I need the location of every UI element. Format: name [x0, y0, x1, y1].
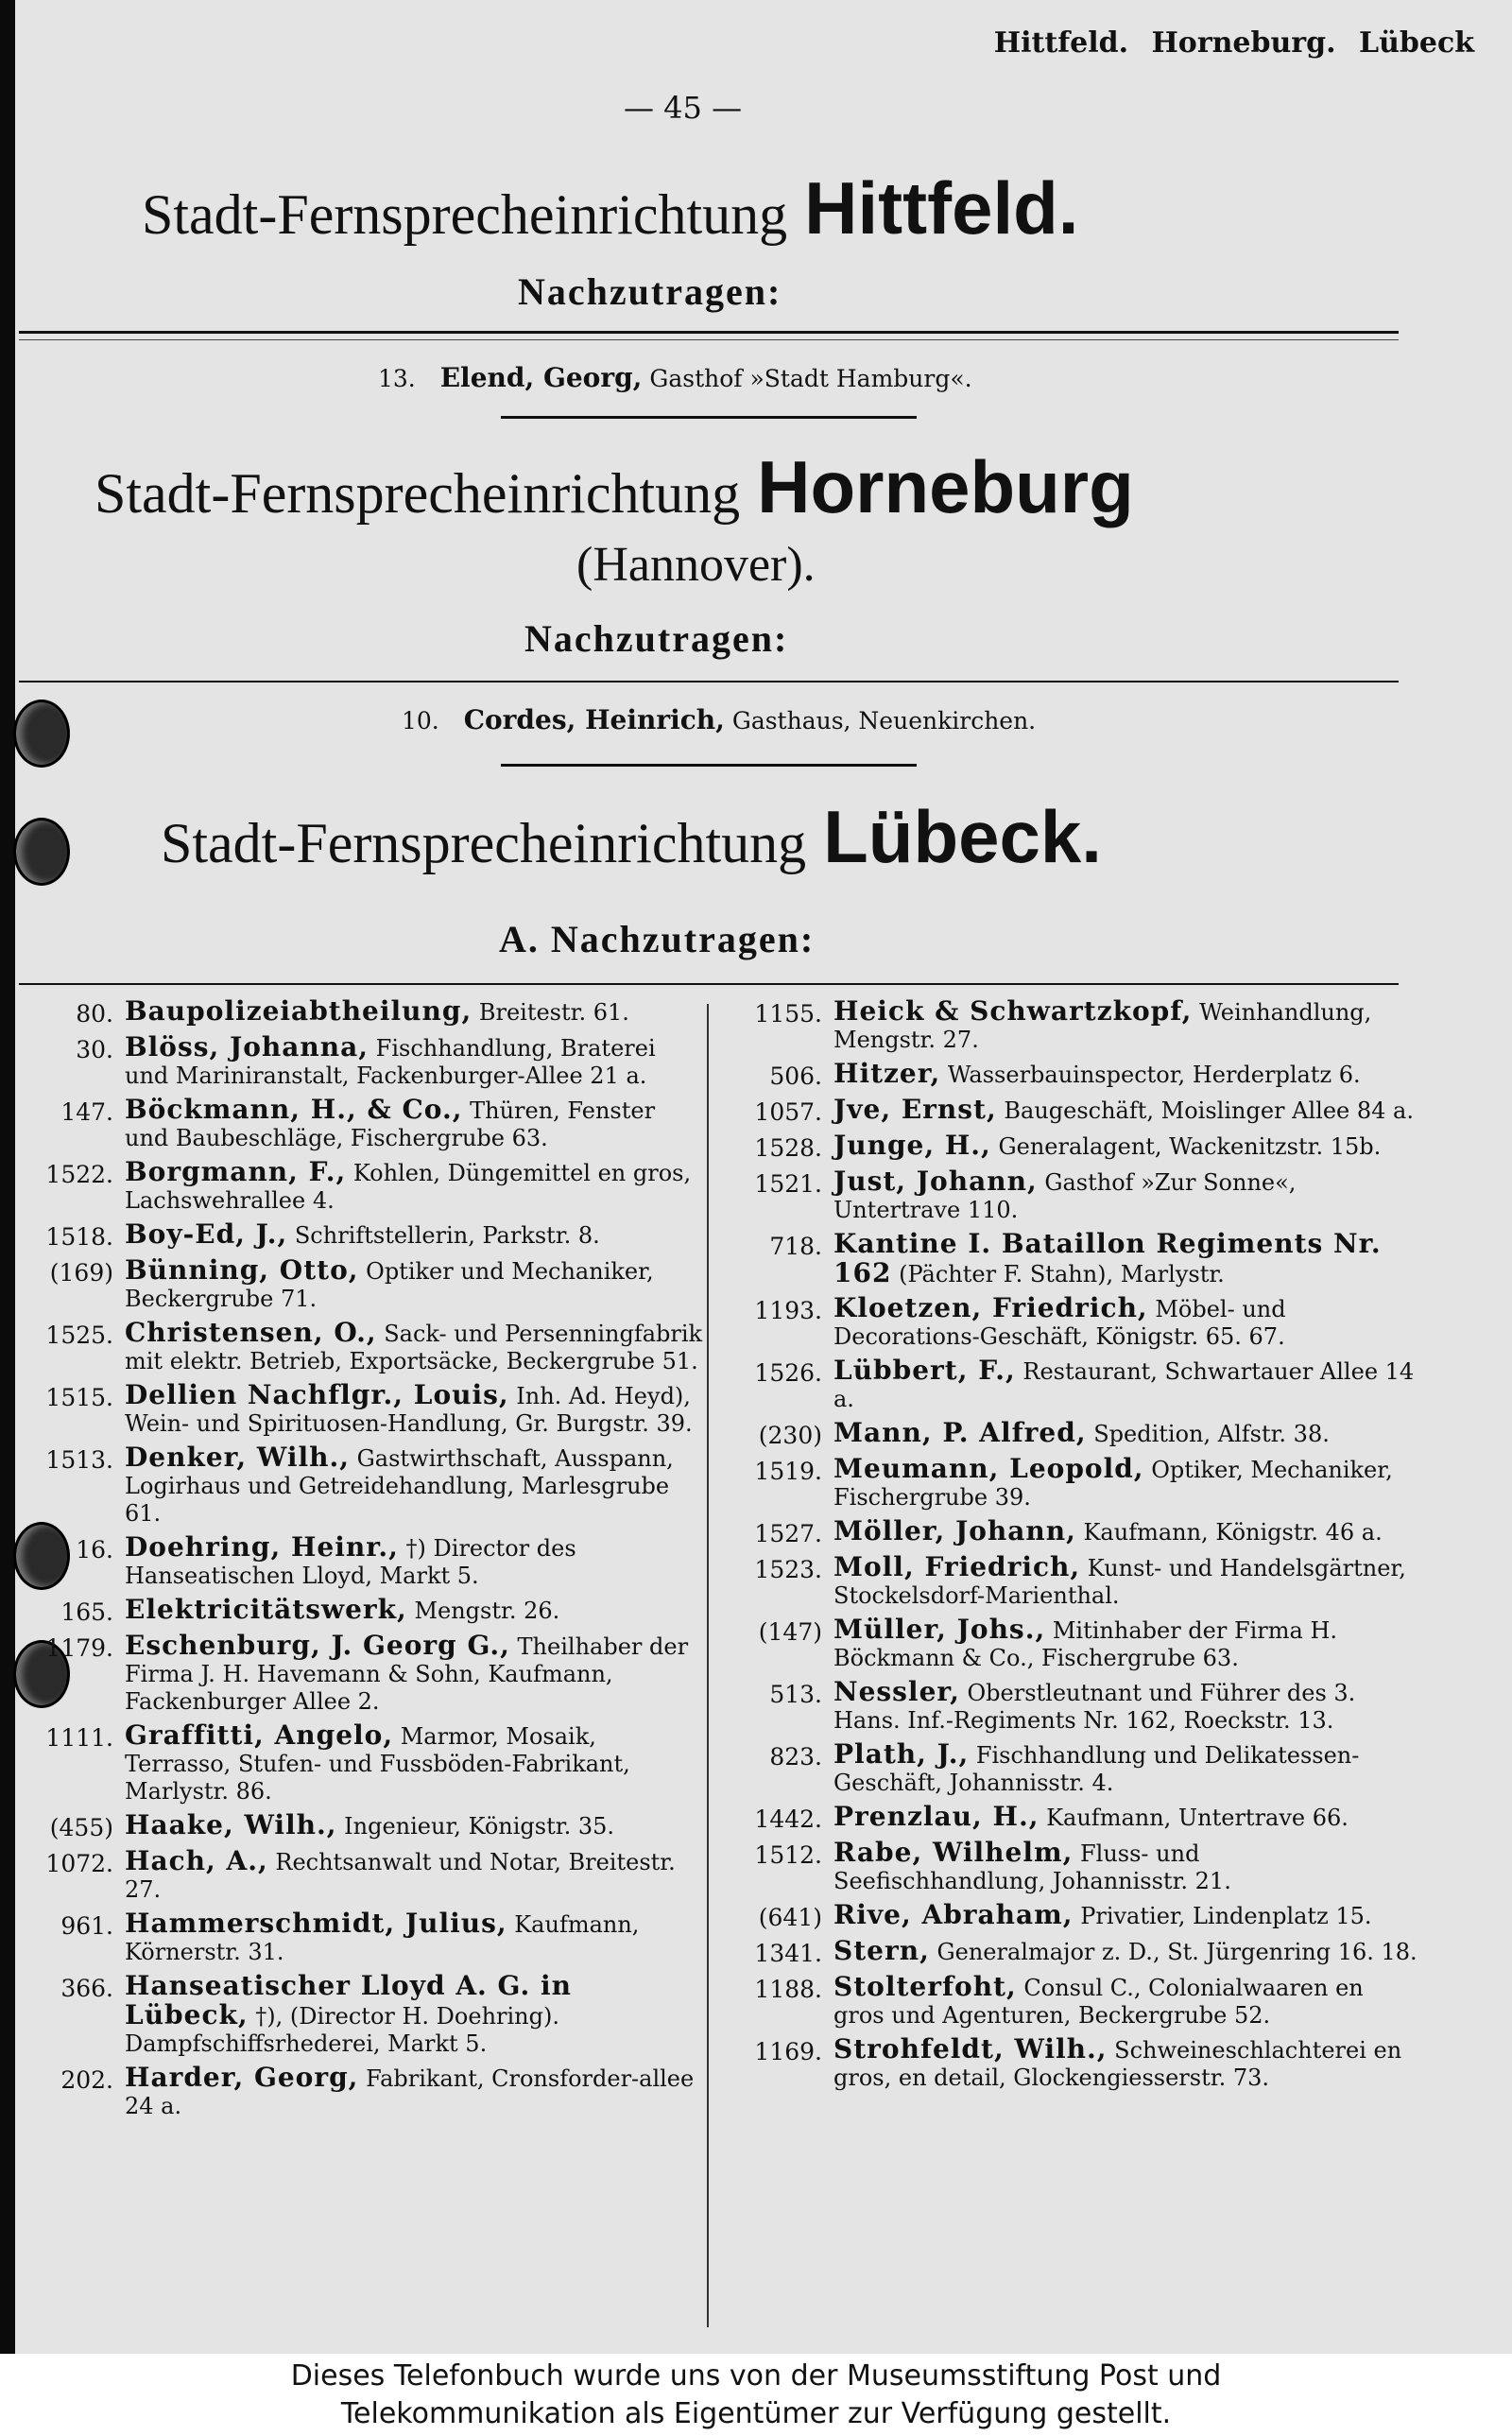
entry-name: Kantine I. Bataillon Regiments Nr. 162 — [833, 1228, 1382, 1288]
entry-text-block — [125, 1033, 704, 1090]
directory-entry — [9, 1256, 704, 1313]
entry-number: 1528. — [754, 1134, 822, 1162]
binding-ring — [13, 700, 70, 768]
section-label: Stadt-Fernsprecheinrichtung — [94, 462, 741, 525]
entry-name: Harder, Georg, — [125, 2062, 359, 2093]
entry-number: 1512. — [754, 1841, 822, 1869]
entry-name: Elend, Georg, — [439, 362, 643, 393]
entry-text-block — [125, 1381, 704, 1438]
entry-number: 1521. — [754, 1170, 822, 1198]
entry-text-block — [833, 1294, 1418, 1351]
subheading: Nachzutragen: — [524, 617, 789, 660]
entry-name: Christensen, O., — [125, 1317, 377, 1348]
directory-entry — [9, 997, 704, 1028]
entry-name: Möller, Johann, — [833, 1515, 1076, 1546]
directory-entry — [718, 1937, 1418, 1967]
entry-name: Nessler, — [833, 1676, 960, 1707]
directory-entry — [9, 1721, 704, 1805]
entry-text: Schriftstellerin, Parkstr. 8. — [294, 1222, 600, 1249]
entry-text: Privatier, Lindenplatz 15. — [1080, 1903, 1372, 1929]
entry-text: Mengstr. 26. — [414, 1598, 560, 1624]
entry-text-block — [833, 997, 1418, 1054]
directory-entry — [718, 1096, 1418, 1126]
entry-text-block — [125, 1220, 704, 1251]
entry-name: Haake, Wilh., — [125, 1809, 337, 1840]
entry-name: Rive, Abraham, — [833, 1899, 1074, 1930]
entry-text-block — [125, 2064, 704, 2120]
entry-text: †), (Director H. Doehring). Dampfschiffsrhederei, Markt 5. — [125, 2003, 559, 2057]
directory-entry — [718, 2035, 1418, 2092]
directory-entry — [718, 1167, 1418, 1224]
directory-entry — [9, 1632, 704, 1716]
entry-number: 823. — [769, 1743, 822, 1771]
entry-text-block — [125, 1319, 704, 1375]
entry-name: Stern, — [833, 1935, 930, 1966]
entry-name: Borgmann, F., — [125, 1156, 347, 1187]
entry-text-block — [833, 2035, 1418, 2092]
directory-entry — [718, 1678, 1418, 1735]
directory-entry — [718, 1553, 1418, 1610]
city-name: Hittfeld. — [804, 166, 1079, 250]
entry-text: Kunst- und Handelsgärtner, Stockelsdorf-Marienthal. — [833, 1555, 1406, 1609]
directory-entry — [9, 2064, 704, 2120]
entry-text-block — [125, 1443, 704, 1528]
directory-entry — [718, 1294, 1418, 1351]
directory-entry — [9, 1319, 704, 1375]
entry-text: Kaufmann, Körnerstr. 31. — [125, 1911, 640, 1965]
entry-name: Lübbert, F., — [833, 1355, 1016, 1386]
footer-line: Telekommunikation als Eigentümer zur Verfügung gestellt. — [340, 2397, 1172, 2430]
directory-entry — [9, 1972, 704, 2058]
directory-entry — [718, 1419, 1418, 1449]
page-number: — 45 — — [624, 90, 743, 126]
entry-text-block — [125, 1847, 704, 1904]
entry-number: (455) — [49, 1814, 113, 1841]
entry-name: Bünning, Otto, — [125, 1254, 359, 1286]
entry-name: Mann, P. Alfred, — [833, 1417, 1087, 1448]
entry-number: 202. — [60, 2066, 113, 2094]
entry-text-block — [833, 1839, 1418, 1895]
entry-name: Prenzlau, H., — [833, 1801, 1040, 1832]
entry-number: 1518. — [45, 1223, 113, 1251]
entry-text: Inh. Ad. Heyd), Wein- und Spirituosen-Handlung, Gr. Burgstr. 39. — [125, 1383, 693, 1437]
entry-text: Spedition, Alfstr. 38. — [1093, 1421, 1330, 1447]
entry-name: Hach, A., — [125, 1845, 268, 1876]
entry-name: Just, Johann, — [833, 1166, 1038, 1197]
divider — [19, 331, 1399, 340]
entry-number: 16. — [76, 1536, 113, 1564]
entry-number: 80. — [76, 1000, 113, 1028]
directory-entry — [718, 1132, 1418, 1162]
entry-number: 1111. — [45, 1724, 113, 1752]
entry-number: (641) — [758, 1904, 822, 1931]
entry-text-block — [125, 1632, 704, 1716]
entry-text: Fischhandlung und Delikatessen-Geschäft, Johannisstr. 4. — [833, 1742, 1360, 1796]
directory-entry — [9, 1220, 704, 1251]
entry-number: 1057. — [754, 1098, 822, 1126]
entry-text-block — [125, 1096, 704, 1152]
entry-text-block — [125, 1972, 704, 2058]
entry-number: 961. — [60, 1912, 113, 1940]
footer-line: Dieses Telefonbuch wurde uns von der Museumsstiftung Post und — [290, 2359, 1222, 2393]
entry-name: Doehring, Heinr., — [125, 1531, 399, 1563]
entry-number: 1527. — [754, 1520, 822, 1547]
entry-text: Wasserbauinspector, Herderplatz 6. — [947, 1062, 1361, 1088]
entry-text: Rechtsanwalt und Notar, Breitestr. 27. — [125, 1849, 676, 1903]
entry-name: Graffitti, Angelo, — [125, 1719, 394, 1751]
entry-text-block — [125, 997, 704, 1028]
entry-text: Gasthof »Zur Sonne«, Untertrave 110. — [833, 1169, 1297, 1223]
entry-text: Consul C., Colonialwaaren en gros und Agenturen, Beckergrube 52. — [833, 1975, 1364, 2029]
entry-number: 165. — [60, 1598, 113, 1626]
entry-text-block — [833, 1678, 1418, 1735]
entry-text: Generalmajor z. D., St. Jürgenring 16. 18. — [936, 1939, 1418, 1965]
directory-entry — [718, 1230, 1418, 1288]
binding-ring — [13, 818, 70, 886]
entry-text-block — [833, 1230, 1418, 1288]
section-label: Stadt-Fernsprecheinrichtung — [142, 183, 788, 246]
entry-number: 1525. — [45, 1322, 113, 1349]
directory-entry — [718, 1517, 1418, 1547]
column-separator — [707, 1004, 709, 2327]
entry-number: 1155. — [754, 1000, 822, 1028]
entry-name: Rabe, Wilhelm, — [833, 1837, 1074, 1868]
entry-name: Stolterfoht, — [833, 1971, 1017, 2002]
entries-right-column — [718, 997, 1418, 2098]
directory-entry — [718, 1839, 1418, 1895]
entry-name: Junge, H., — [833, 1130, 991, 1161]
directory-entry — [9, 1533, 704, 1590]
entry-number: 1523. — [754, 1556, 822, 1583]
entry-name: Boy-Ed, J., — [125, 1218, 288, 1250]
directory-entry — [718, 1901, 1418, 1931]
entry-number: 1519. — [754, 1458, 822, 1485]
entry-number: 147. — [60, 1098, 113, 1126]
section-title-luebeck — [161, 794, 1102, 880]
entry-text-block — [833, 1356, 1418, 1413]
entry-text: Theilhaber der Firma J. H. Havemann & Sohn, Kaufmann, Fackenburger Allee 2. — [125, 1633, 689, 1715]
directory-entry — [9, 1847, 704, 1904]
entry-name: Blöss, Johanna, — [125, 1031, 369, 1063]
entry-number: 366. — [60, 1975, 113, 2002]
entry-text: Schweineschlachterei en gros, en detail, Glockengiesserstr. 73. — [833, 2037, 1402, 2091]
entry-text: Oberstleutnant und Führer des 3. Hans. Inf.-Regiments Nr. 162, Roeckstr. 13. — [833, 1680, 1356, 1734]
entry-name: Plath, J., — [833, 1738, 970, 1770]
entry-text-block — [125, 1721, 704, 1805]
entry-text-block — [833, 1060, 1418, 1090]
entry-text: Möbel- und Decorations-Geschäft, Königstr. 65. 67. — [833, 1296, 1286, 1350]
entry-text: Weinhandlung, Mengstr. 27. — [833, 999, 1372, 1053]
entry-text: Kaufmann, Untertrave 66. — [1046, 1805, 1349, 1831]
entry-name: Böckmann, H., & Co., — [125, 1094, 463, 1125]
subheading: Nachzutragen: — [518, 270, 782, 313]
directory-entry — [718, 1973, 1418, 2030]
entry-text-block — [833, 1973, 1418, 2030]
city-name: Lübeck. — [823, 795, 1102, 878]
entry-text: Mitinhaber der Firma H. Böckmann & Co., Fischergrube 63. — [833, 1617, 1338, 1671]
entry-number: 1442. — [754, 1805, 822, 1833]
section-title-horneburg — [94, 444, 1134, 530]
entry-name: Kloetzen, Friedrich, — [833, 1292, 1148, 1323]
directory-entry — [718, 1803, 1418, 1833]
entry-name: Hitzer, — [833, 1058, 941, 1089]
entry-name: Meumann, Leopold, — [833, 1453, 1144, 1484]
entry-text-block — [125, 1533, 704, 1590]
entry-text-block — [833, 1803, 1418, 1833]
entry-text-block — [833, 1553, 1418, 1610]
entry-text: Optiker und Mechaniker, Beckergrube 71. — [125, 1258, 654, 1312]
directory-entry — [9, 1811, 704, 1841]
directory-entry — [718, 1740, 1418, 1797]
entry-line — [378, 362, 972, 393]
running-head: Hittfeld. Horneburg. Lübeck — [993, 26, 1474, 60]
entry-number: 1526. — [754, 1359, 822, 1387]
entry-number: 1522. — [45, 1161, 113, 1188]
entry-text: Sack- und Persenningfabrik mit elektr. Betrieb, Exportsäcke, Beckergrube 51. — [125, 1321, 703, 1374]
entry-number: 1169. — [754, 2038, 822, 2065]
entry-name: Hammerschmidt, Julius, — [125, 1908, 507, 1939]
entry-text: Fabrikant, Cronsforder-allee 24 a. — [125, 2065, 695, 2119]
region-name: (Hannover). — [576, 538, 816, 592]
entry-line — [402, 704, 1036, 735]
entry-text-block — [833, 1901, 1418, 1931]
entry-number: 506. — [769, 1063, 822, 1090]
directory-entry — [9, 1096, 704, 1152]
entry-name: Heick & Schwartzkopf, — [833, 995, 1193, 1027]
entry-text: (Pächter F. Stahn), Marlystr. — [899, 1261, 1225, 1287]
entry-text-block — [833, 1937, 1418, 1967]
entry-text: Fluss- und Seefischhandlung, Johannisstr. 21. — [833, 1840, 1231, 1894]
directory-entry — [718, 1356, 1418, 1413]
entry-name: Elektricitätswerk, — [125, 1594, 407, 1625]
directory-entry — [9, 1909, 704, 1966]
directory-entry — [718, 1060, 1418, 1090]
entry-number: 13. — [378, 365, 416, 392]
entry-text-block — [833, 1132, 1418, 1162]
entry-name: Moll, Friedrich, — [833, 1551, 1081, 1582]
entry-text: Optiker, Mechaniker, Fischergrube 39. — [833, 1457, 1393, 1511]
entry-text-block — [125, 1158, 704, 1215]
entry-number: 1341. — [754, 1940, 822, 1967]
entry-text: Kohlen, Düngemittel en gros, Lachswehrallee 4. — [125, 1160, 692, 1214]
entry-text: Gasthof »Stadt Hamburg«. — [649, 365, 972, 392]
directory-entry — [718, 1455, 1418, 1512]
entry-name: Dellien Nachflgr., Louis, — [125, 1379, 509, 1410]
directory-entry — [9, 1381, 704, 1438]
entry-text-block — [125, 1811, 704, 1841]
entry-number: 1179. — [45, 1634, 113, 1662]
city-name: Horneburg — [757, 445, 1134, 528]
entry-text: Restaurant, Schwartauer Allee 14 a. — [833, 1358, 1415, 1412]
entry-text-block — [833, 1455, 1418, 1512]
entry-text: Ingenieur, Königstr. 35. — [344, 1813, 615, 1840]
entry-number: 10. — [402, 707, 439, 734]
entry-number: 718. — [769, 1233, 822, 1260]
entry-text: Marmor, Mosaik, Terrasso, Stufen- und Fussböden-Fabrikant, Marlystr. 86. — [125, 1723, 630, 1805]
section-label: Stadt-Fernsprecheinrichtung — [161, 812, 807, 874]
entry-text: Baugeschäft, Moislinger Allee 84 a. — [1004, 1097, 1414, 1124]
directory-entry — [718, 997, 1418, 1054]
divider — [501, 764, 917, 767]
entry-number: (169) — [49, 1259, 113, 1287]
entry-name: Müller, Johs., — [833, 1614, 1046, 1645]
entry-text: †) Director des Hanseatischen Lloyd, Markt 5. — [125, 1535, 576, 1589]
directory-entry — [9, 1596, 704, 1626]
entry-name: Jve, Ernst, — [833, 1094, 997, 1125]
entry-number: 1513. — [45, 1446, 113, 1474]
entries-left-column — [9, 997, 704, 2126]
directory-entry — [9, 1158, 704, 1215]
entry-number: 1072. — [45, 1850, 113, 1877]
entry-text-block — [125, 1596, 704, 1626]
directory-entry — [718, 1615, 1418, 1672]
directory-entry — [9, 1443, 704, 1528]
footer-notice — [0, 2354, 1512, 2436]
subheading: A. Nachzutragen: — [499, 918, 816, 960]
entry-text-block — [833, 1615, 1418, 1672]
entry-name: Strohfeldt, Wilh., — [833, 2033, 1108, 2065]
entry-text-block — [125, 1256, 704, 1313]
entry-name: Hanseatischer Lloyd A. G. in Lübeck, — [125, 1970, 572, 2030]
divider — [501, 416, 917, 419]
entry-number: 1193. — [754, 1297, 822, 1324]
section-title-hittfeld — [142, 165, 1078, 251]
entry-number: (230) — [758, 1422, 822, 1449]
divider — [19, 983, 1399, 985]
entry-number: 1188. — [754, 1976, 822, 2003]
directory-entry — [9, 1033, 704, 1090]
entry-text-block — [833, 1096, 1418, 1126]
entry-text: Breitestr. 61. — [478, 999, 629, 1026]
entry-text-block — [833, 1740, 1418, 1797]
entry-text: Generalagent, Wackenitzstr. 15b. — [998, 1133, 1382, 1160]
entry-name: Eschenburg, J. Georg G., — [125, 1630, 510, 1661]
entry-name: Denker, Wilh., — [125, 1442, 350, 1473]
entry-name: Cordes, Heinrich, — [463, 704, 725, 735]
entry-text-block — [125, 1909, 704, 1966]
entry-text-block — [833, 1517, 1418, 1547]
entry-text: Kaufmann, Königstr. 46 a. — [1083, 1519, 1383, 1546]
entry-name: Baupolizeiabtheilung, — [125, 995, 472, 1027]
entry-number: 30. — [76, 1036, 113, 1063]
entry-text-block — [833, 1167, 1418, 1224]
entry-text: Fischhandlung, Braterei und Mariniranstalt, Fackenburger-Allee 21 a. — [125, 1035, 656, 1089]
entry-text: Thüren, Fenster und Baubeschläge, Fischergrube 63. — [125, 1097, 656, 1151]
divider — [19, 681, 1399, 682]
entry-number: 1515. — [45, 1384, 113, 1411]
entry-number: 513. — [769, 1681, 822, 1708]
entry-number: (147) — [758, 1618, 822, 1646]
entry-text: Gasthaus, Neuenkirchen. — [731, 707, 1037, 734]
entry-text-block — [833, 1419, 1418, 1449]
entry-text: Gastwirthschaft, Ausspann, Logirhaus und Getreidehandlung, Marlesgrube 61. — [125, 1445, 674, 1527]
